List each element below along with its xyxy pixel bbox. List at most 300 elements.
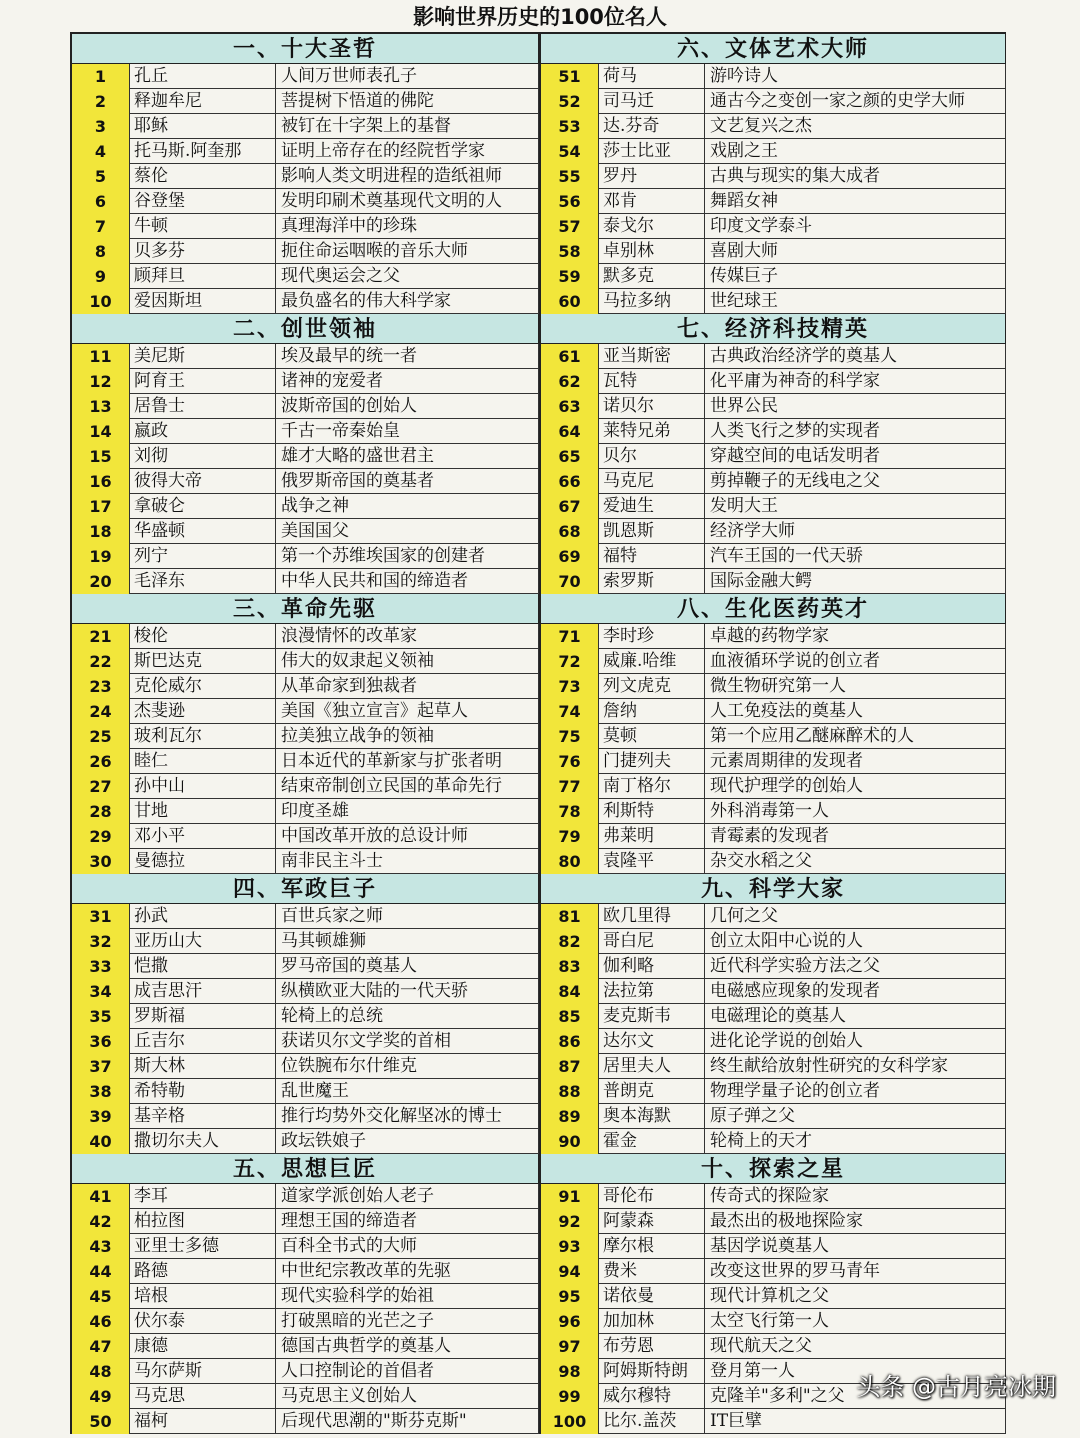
table-row — [72, 1334, 539, 1359]
table-row — [72, 1029, 539, 1054]
table-row — [541, 419, 1006, 444]
rank-cell: 42 — [72, 1209, 130, 1234]
name-cell: 南丁格尔 — [599, 774, 705, 799]
description-cell: 近代科学实验方法之父 — [705, 954, 1006, 979]
description-cell: 太空飞行第一人 — [705, 1309, 1006, 1334]
rank-cell: 1 — [72, 64, 130, 89]
table-row — [72, 749, 539, 774]
rank-cell: 94 — [541, 1259, 599, 1284]
name-cell: 曼德拉 — [130, 849, 276, 874]
table-row — [72, 1079, 539, 1104]
name-cell: 列文虎克 — [599, 674, 705, 699]
description-cell: 战争之神 — [276, 494, 539, 519]
table-row — [541, 1334, 1006, 1359]
rank-cell: 86 — [541, 1029, 599, 1054]
rank-cell: 50 — [72, 1409, 130, 1434]
name-cell: 杰斐逊 — [130, 699, 276, 724]
rank-cell: 84 — [541, 979, 599, 1004]
description-cell: 进化论学说的创始人 — [705, 1029, 1006, 1054]
table-row — [541, 64, 1006, 89]
name-cell: 耶稣 — [130, 114, 276, 139]
rank-cell: 98 — [541, 1359, 599, 1384]
description-cell: 政坛铁娘子 — [276, 1129, 539, 1154]
table-row — [541, 674, 1006, 699]
description-cell: 元素周期律的发现者 — [705, 749, 1006, 774]
rank-cell: 72 — [541, 649, 599, 674]
description-cell: 文艺复兴之杰 — [705, 114, 1006, 139]
name-cell: 孙武 — [130, 904, 276, 929]
section-heading: 八、生化医药英才 — [541, 594, 1006, 624]
rank-cell: 11 — [72, 344, 130, 369]
rank-cell: 24 — [72, 699, 130, 724]
name-cell: 哥白尼 — [599, 929, 705, 954]
rank-cell: 75 — [541, 724, 599, 749]
description-cell: 从革命家到独裁者 — [276, 674, 539, 699]
table-row — [72, 114, 539, 139]
description-cell: 最负盛名的伟大科学家 — [276, 289, 539, 314]
rank-cell: 69 — [541, 544, 599, 569]
table-row — [541, 544, 1006, 569]
rank-cell: 92 — [541, 1209, 599, 1234]
name-cell: 马尔萨斯 — [130, 1359, 276, 1384]
description-cell: 现代奥运会之父 — [276, 264, 539, 289]
name-cell: 利斯特 — [599, 799, 705, 824]
rank-cell: 54 — [541, 139, 599, 164]
rank-cell: 51 — [541, 64, 599, 89]
rank-cell: 47 — [72, 1334, 130, 1359]
name-cell: 门捷列夫 — [599, 749, 705, 774]
rank-cell: 56 — [541, 189, 599, 214]
table-row — [541, 1409, 1006, 1434]
rank-cell: 61 — [541, 344, 599, 369]
rank-cell: 100 — [541, 1409, 599, 1434]
table-row — [541, 289, 1006, 314]
name-cell: 达.芬奇 — [599, 114, 705, 139]
name-cell: 蔡伦 — [130, 164, 276, 189]
rank-cell: 21 — [72, 624, 130, 649]
rank-cell: 9 — [72, 264, 130, 289]
table-row — [72, 649, 539, 674]
rank-cell: 99 — [541, 1384, 599, 1409]
rank-cell: 70 — [541, 569, 599, 594]
rank-cell: 22 — [72, 649, 130, 674]
table-row — [541, 1184, 1006, 1209]
rank-cell: 43 — [72, 1234, 130, 1259]
description-cell: 电磁感应现象的发现者 — [705, 979, 1006, 1004]
name-cell: 罗斯福 — [130, 1004, 276, 1029]
name-cell: 希特勒 — [130, 1079, 276, 1104]
description-cell: 经济学大师 — [705, 519, 1006, 544]
rank-cell: 29 — [72, 824, 130, 849]
table-row — [72, 89, 539, 114]
name-cell: 伽利略 — [599, 954, 705, 979]
name-cell: 默多克 — [599, 264, 705, 289]
rank-cell: 12 — [72, 369, 130, 394]
rank-cell: 48 — [72, 1359, 130, 1384]
name-cell: 麦克斯韦 — [599, 1004, 705, 1029]
table-row — [541, 749, 1006, 774]
name-cell: 诺依曼 — [599, 1284, 705, 1309]
name-cell: 荷马 — [599, 64, 705, 89]
description-cell: 获诺贝尔文学奖的首相 — [276, 1029, 539, 1054]
rank-cell: 77 — [541, 774, 599, 799]
watermark: 头条 @古月亮冰期 — [856, 1373, 1056, 1401]
rank-cell: 35 — [72, 1004, 130, 1029]
rank-cell: 36 — [72, 1029, 130, 1054]
table-row — [72, 1054, 539, 1079]
description-cell: 原子弹之父 — [705, 1104, 1006, 1129]
rank-cell: 74 — [541, 699, 599, 724]
name-cell: 卓别林 — [599, 239, 705, 264]
description-cell: 发明印刷术奠基现代文明的人 — [276, 189, 539, 214]
rank-cell: 26 — [72, 749, 130, 774]
rank-cell: 18 — [72, 519, 130, 544]
table-row — [72, 1359, 539, 1384]
table-row — [72, 954, 539, 979]
description-cell: 剪掉鞭子的无线电之父 — [705, 469, 1006, 494]
rank-cell: 95 — [541, 1284, 599, 1309]
rank-cell: 96 — [541, 1309, 599, 1334]
description-cell: 第一个应用乙醚麻醉术的人 — [705, 724, 1006, 749]
rank-cell: 62 — [541, 369, 599, 394]
description-cell: 微生物研究第一人 — [705, 674, 1006, 699]
description-cell: 最杰出的极地探险家 — [705, 1209, 1006, 1234]
name-cell: 法拉第 — [599, 979, 705, 1004]
description-cell: 轮椅上的天才 — [705, 1129, 1006, 1154]
table-row — [72, 519, 539, 544]
table-row — [541, 164, 1006, 189]
rank-cell: 32 — [72, 929, 130, 954]
table-row — [541, 1309, 1006, 1334]
description-cell: 喜剧大师 — [705, 239, 1006, 264]
table-row — [541, 1234, 1006, 1259]
name-cell: 威廉.哈维 — [599, 649, 705, 674]
rank-cell: 7 — [72, 214, 130, 239]
table-row — [72, 239, 539, 264]
table-row — [72, 1309, 539, 1334]
table-row — [541, 849, 1006, 874]
description-cell: 舞蹈女神 — [705, 189, 1006, 214]
description-cell: 中世纪宗教改革的先驱 — [276, 1259, 539, 1284]
name-cell: 玻利瓦尔 — [130, 724, 276, 749]
table-row — [72, 1284, 539, 1309]
table-row — [72, 419, 539, 444]
table-row — [72, 929, 539, 954]
name-cell: 居鲁士 — [130, 394, 276, 419]
name-cell: 布劳恩 — [599, 1334, 705, 1359]
name-cell: 斯大林 — [130, 1054, 276, 1079]
description-cell: 基因学说奠基人 — [705, 1234, 1006, 1259]
description-cell: 传奇式的探险家 — [705, 1184, 1006, 1209]
description-cell: 国际金融大鳄 — [705, 569, 1006, 594]
name-cell: 美尼斯 — [130, 344, 276, 369]
name-cell: 李耳 — [130, 1184, 276, 1209]
name-cell: 罗丹 — [599, 164, 705, 189]
rank-cell: 44 — [72, 1259, 130, 1284]
table-row — [541, 1259, 1006, 1284]
rank-cell: 49 — [72, 1384, 130, 1409]
description-cell: 现代航天之父 — [705, 1334, 1006, 1359]
table-row — [541, 344, 1006, 369]
name-cell: 摩尔根 — [599, 1234, 705, 1259]
description-cell: 马克思主义创始人 — [276, 1384, 539, 1409]
name-cell: 威尔穆特 — [599, 1384, 705, 1409]
description-cell: 创立太阳中心说的人 — [705, 929, 1006, 954]
table-row — [541, 824, 1006, 849]
description-cell: 雄才大略的盛世君主 — [276, 444, 539, 469]
name-cell: 列宁 — [130, 544, 276, 569]
name-cell: 孙中山 — [130, 774, 276, 799]
name-cell: 邓小平 — [130, 824, 276, 849]
description-cell: 电磁理论的奠基人 — [705, 1004, 1006, 1029]
table-row — [72, 674, 539, 699]
description-cell: 埃及最早的统一者 — [276, 344, 539, 369]
rank-cell: 15 — [72, 444, 130, 469]
name-cell: 凯恩斯 — [599, 519, 705, 544]
table-row — [72, 64, 539, 89]
rank-cell: 4 — [72, 139, 130, 164]
name-cell: 贝尔 — [599, 444, 705, 469]
description-cell: 南非民主斗士 — [276, 849, 539, 874]
table-row — [541, 1004, 1006, 1029]
description-cell: 人口控制论的首倡者 — [276, 1359, 539, 1384]
description-cell: 道家学派创始人老子 — [276, 1184, 539, 1209]
description-cell: 游吟诗人 — [705, 64, 1006, 89]
rank-cell: 55 — [541, 164, 599, 189]
rank-cell: 10 — [72, 289, 130, 314]
page-title: 影响世界历史的100位名人 — [413, 5, 667, 29]
rank-cell: 64 — [541, 419, 599, 444]
rank-cell: 82 — [541, 929, 599, 954]
rank-cell: 23 — [72, 674, 130, 699]
rank-cell: 13 — [72, 394, 130, 419]
section-heading: 二、创世领袖 — [72, 314, 539, 344]
rank-cell: 93 — [541, 1234, 599, 1259]
description-cell: 千古一帝秦始皇 — [276, 419, 539, 444]
table-row — [541, 624, 1006, 649]
table-row — [72, 139, 539, 164]
name-cell: 达尔文 — [599, 1029, 705, 1054]
description-cell: 位铁腕布尔什维克 — [276, 1054, 539, 1079]
name-cell: 司马迁 — [599, 89, 705, 114]
rank-cell: 79 — [541, 824, 599, 849]
rank-cell: 63 — [541, 394, 599, 419]
rank-cell: 81 — [541, 904, 599, 929]
description-cell: 后现代思潮的"斯芬克斯" — [276, 1409, 539, 1434]
description-cell: 世纪球王 — [705, 289, 1006, 314]
table-row — [541, 954, 1006, 979]
table-row — [541, 649, 1006, 674]
rank-cell: 41 — [72, 1184, 130, 1209]
table-row — [72, 1384, 539, 1409]
table-row — [541, 1284, 1006, 1309]
description-cell: 俄罗斯帝国的奠基者 — [276, 469, 539, 494]
rank-cell: 39 — [72, 1104, 130, 1129]
description-cell: 通古今之变创一家之颜的史学大师 — [705, 89, 1006, 114]
table-row — [541, 264, 1006, 289]
description-cell: 第一个苏维埃国家的创建者 — [276, 544, 539, 569]
name-cell: 斯巴达克 — [130, 649, 276, 674]
rank-cell: 6 — [72, 189, 130, 214]
table-row — [72, 1184, 539, 1209]
rank-cell: 5 — [72, 164, 130, 189]
table-row — [541, 979, 1006, 1004]
description-cell: 古典政治经济学的奠基人 — [705, 344, 1006, 369]
name-cell: 康德 — [130, 1334, 276, 1359]
rank-cell: 59 — [541, 264, 599, 289]
name-cell: 路德 — [130, 1259, 276, 1284]
section-heading: 七、经济科技精英 — [541, 314, 1006, 344]
name-cell: 加加林 — [599, 1309, 705, 1334]
rank-cell: 3 — [72, 114, 130, 139]
table-row — [541, 1129, 1006, 1154]
table-row — [72, 494, 539, 519]
right-column — [539, 34, 1006, 1434]
name-cell: 马克思 — [130, 1384, 276, 1409]
description-cell: 改变这世界的罗马青年 — [705, 1259, 1006, 1284]
left-column — [72, 34, 539, 1434]
description-cell: 穿越空间的电话发明者 — [705, 444, 1006, 469]
rank-cell: 17 — [72, 494, 130, 519]
name-cell: 顾拜旦 — [130, 264, 276, 289]
description-cell: 中华人民共和国的缔造者 — [276, 569, 539, 594]
rank-cell: 60 — [541, 289, 599, 314]
name-cell: 华盛顿 — [130, 519, 276, 544]
table-row — [72, 469, 539, 494]
name-cell: 阿育王 — [130, 369, 276, 394]
table-row — [541, 114, 1006, 139]
table-row — [541, 239, 1006, 264]
table-row — [541, 724, 1006, 749]
rank-cell: 87 — [541, 1054, 599, 1079]
rank-cell: 97 — [541, 1334, 599, 1359]
name-cell: 贝多芬 — [130, 239, 276, 264]
name-cell: 培根 — [130, 1284, 276, 1309]
name-cell: 福特 — [599, 544, 705, 569]
name-cell: 泰戈尔 — [599, 214, 705, 239]
name-cell: 詹纳 — [599, 699, 705, 724]
name-cell: 托马斯.阿奎那 — [130, 139, 276, 164]
rank-cell: 88 — [541, 1079, 599, 1104]
table-row — [541, 1029, 1006, 1054]
rank-cell: 73 — [541, 674, 599, 699]
description-cell: 马其顿雄狮 — [276, 929, 539, 954]
name-cell: 瓦特 — [599, 369, 705, 394]
name-cell: 袁隆平 — [599, 849, 705, 874]
name-cell: 亚里士多德 — [130, 1234, 276, 1259]
table-row — [541, 904, 1006, 929]
rank-cell: 27 — [72, 774, 130, 799]
description-cell: 理想王国的缔造者 — [276, 1209, 539, 1234]
name-cell: 基辛格 — [130, 1104, 276, 1129]
description-cell: 结束帝制创立民国的革命先行 — [276, 774, 539, 799]
table-row — [541, 519, 1006, 544]
name-cell: 丘吉尔 — [130, 1029, 276, 1054]
description-cell: 杂交水稻之父 — [705, 849, 1006, 874]
description-cell: 终生献给放射性研究的女科学家 — [705, 1054, 1006, 1079]
name-cell: 柏拉图 — [130, 1209, 276, 1234]
description-cell: 轮椅上的总统 — [276, 1004, 539, 1029]
name-cell: 李时珍 — [599, 624, 705, 649]
section-heading: 九、科学大家 — [541, 874, 1006, 904]
description-cell: 印度文学泰斗 — [705, 214, 1006, 239]
table-row — [72, 1259, 539, 1284]
description-cell: 戏剧之王 — [705, 139, 1006, 164]
description-cell: 印度圣雄 — [276, 799, 539, 824]
rank-cell: 16 — [72, 469, 130, 494]
table-row — [72, 1004, 539, 1029]
rank-cell: 14 — [72, 419, 130, 444]
name-cell: 孔丘 — [130, 64, 276, 89]
rank-cell: 2 — [72, 89, 130, 114]
description-cell: 打破黑暗的光芒之子 — [276, 1309, 539, 1334]
description-cell: 影响人类文明进程的造纸祖师 — [276, 164, 539, 189]
description-cell: 古典与现实的集大成者 — [705, 164, 1006, 189]
rank-cell: 85 — [541, 1004, 599, 1029]
rank-cell: 52 — [541, 89, 599, 114]
famous-people-table — [70, 32, 1006, 1434]
rank-cell: 34 — [72, 979, 130, 1004]
name-cell: 牛顿 — [130, 214, 276, 239]
name-cell: 亚历山大 — [130, 929, 276, 954]
description-cell: 百科全书式的大师 — [276, 1234, 539, 1259]
table-row — [72, 724, 539, 749]
rank-cell: 71 — [541, 624, 599, 649]
table-row — [541, 189, 1006, 214]
description-cell: 中国改革开放的总设计师 — [276, 824, 539, 849]
description-cell: 现代计算机之父 — [705, 1284, 1006, 1309]
rank-cell: 76 — [541, 749, 599, 774]
table-row — [72, 394, 539, 419]
table-row — [72, 1129, 539, 1154]
description-cell: 汽车王国的一代天骄 — [705, 544, 1006, 569]
name-cell: 比尔.盖茨 — [599, 1409, 705, 1434]
table-row — [72, 1104, 539, 1129]
name-cell: 莫顿 — [599, 724, 705, 749]
description-cell: 真理海洋中的珍珠 — [276, 214, 539, 239]
name-cell: 费米 — [599, 1259, 705, 1284]
description-cell: 青霉素的发现者 — [705, 824, 1006, 849]
name-cell: 邓肯 — [599, 189, 705, 214]
name-cell: 诺贝尔 — [599, 394, 705, 419]
table-row — [72, 699, 539, 724]
table-row — [541, 394, 1006, 419]
description-cell: 人类飞行之梦的实现者 — [705, 419, 1006, 444]
description-cell: 日本近代的革新家与扩张者明 — [276, 749, 539, 774]
name-cell: 亚当斯密 — [599, 344, 705, 369]
rank-cell: 65 — [541, 444, 599, 469]
name-cell: 克伦威尔 — [130, 674, 276, 699]
description-cell: 血液循环学说的创立者 — [705, 649, 1006, 674]
section-heading: 三、革命先驱 — [72, 594, 539, 624]
name-cell: 伏尔泰 — [130, 1309, 276, 1334]
description-cell: 卓越的药物学家 — [705, 624, 1006, 649]
description-cell: 物理学量子论的创立者 — [705, 1079, 1006, 1104]
section-heading: 十、探索之星 — [541, 1154, 1006, 1184]
rank-cell: 20 — [72, 569, 130, 594]
name-cell: 莱特兄弟 — [599, 419, 705, 444]
section-heading: 五、思想巨匠 — [72, 1154, 539, 1184]
description-cell: 登月第一人 — [705, 1359, 1006, 1384]
name-cell: 马克尼 — [599, 469, 705, 494]
table-row — [541, 929, 1006, 954]
rank-cell: 38 — [72, 1079, 130, 1104]
table-row — [541, 139, 1006, 164]
rank-cell: 40 — [72, 1129, 130, 1154]
section-heading: 一、十大圣哲 — [72, 34, 539, 64]
table-row — [541, 699, 1006, 724]
name-cell: 欧几里得 — [599, 904, 705, 929]
